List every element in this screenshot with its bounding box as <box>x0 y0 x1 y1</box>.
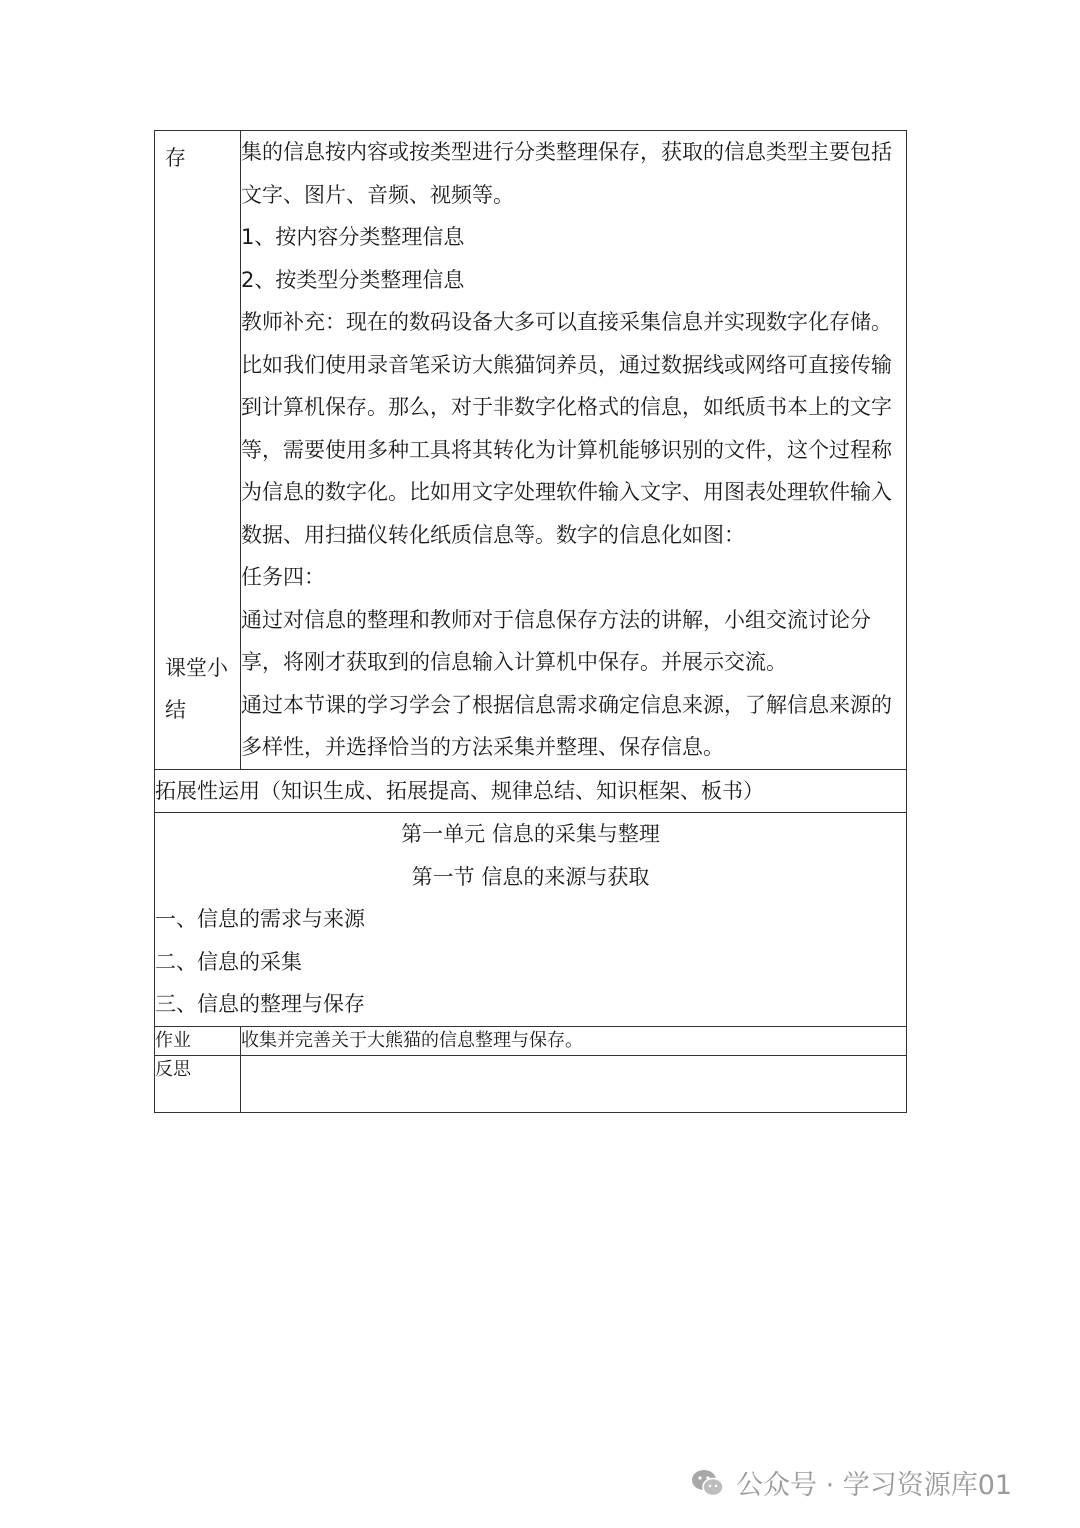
homework-row <box>155 1026 907 1055</box>
reflection-text <box>241 1055 907 1112</box>
paragraph-task-four: 任务四： <box>241 565 325 589</box>
reflection-row <box>155 1055 907 1112</box>
watermark-text: 公众号 · 学习资源库01 <box>736 1470 1013 1501</box>
paragraph-summary: 通过本节课的学习学会了根据信息需求确定信息来源，了解信息来源的多样性，并选择恰当的方法采集并整理、保存信息。 <box>241 692 892 759</box>
process-label-cell <box>155 131 241 770</box>
paragraph-by-type: 2、按类型分类整理信息 <box>241 267 465 292</box>
section-title: 第一节 信息的来源与获取 <box>411 864 650 889</box>
extension-header-row <box>155 769 907 813</box>
paragraph-task-four-body: 通过对信息的整理和教师对于信息保存方法的讲解，小组交流讨论分享，将刚才获取到的信息输入计算机中保存。并展示交流。 <box>241 607 871 674</box>
lesson-table <box>154 130 907 1113</box>
unit-title: 第一单元 信息的采集与整理 <box>401 822 660 846</box>
process-row <box>155 131 907 770</box>
outline-item: 三、信息的整理与保存 <box>155 992 365 1016</box>
label-summary-2: 结 <box>165 698 186 722</box>
extension-header: 拓展性运用（知识生成、拓展提高、规律总结、知识框架、板书） <box>155 769 907 813</box>
reflection-label: 反思 <box>155 1055 241 1112</box>
label-summary-1: 课堂小 <box>165 655 228 680</box>
outline-item: 一、信息的需求与来源 <box>155 907 365 931</box>
extension-body <box>155 813 907 1027</box>
label-store: 存 <box>165 146 186 170</box>
wechat-icon <box>690 1465 726 1501</box>
paragraph-teacher-note: 教师补充：现在的数码设备大多可以直接采集信息并实现数字化存储。比如我们使用录音笔采访大熊猫饲养员，通过数据线或网络可直接传输到计算机保存。那么，对于非数字化格式的信息，如纸质书本上的文字等，需要使用多种工具将其转化为计算机能够识别的文件，这个过程称为信息的数字化。比如用文字处理软件输入文字、用图表处理软件输入数据、用扫描仪转化纸质信息等。数字的信息化如图： <box>241 310 892 547</box>
outline-item: 二、信息的采集 <box>155 949 302 974</box>
paragraph-classify: 集的信息按内容或按类型进行分类整理保存，获取的信息类型主要包括文字、图片、音频、视频等。 <box>241 140 892 207</box>
homework-label: 作业 <box>155 1026 241 1055</box>
process-content-cell <box>241 131 907 770</box>
paragraph-by-content: 1、按内容分类整理信息 <box>241 225 465 249</box>
watermark <box>690 1463 1012 1502</box>
homework-text: 收集并完善关于大熊猫的信息整理与保存。 <box>241 1026 907 1055</box>
extension-body-row <box>155 813 907 1027</box>
